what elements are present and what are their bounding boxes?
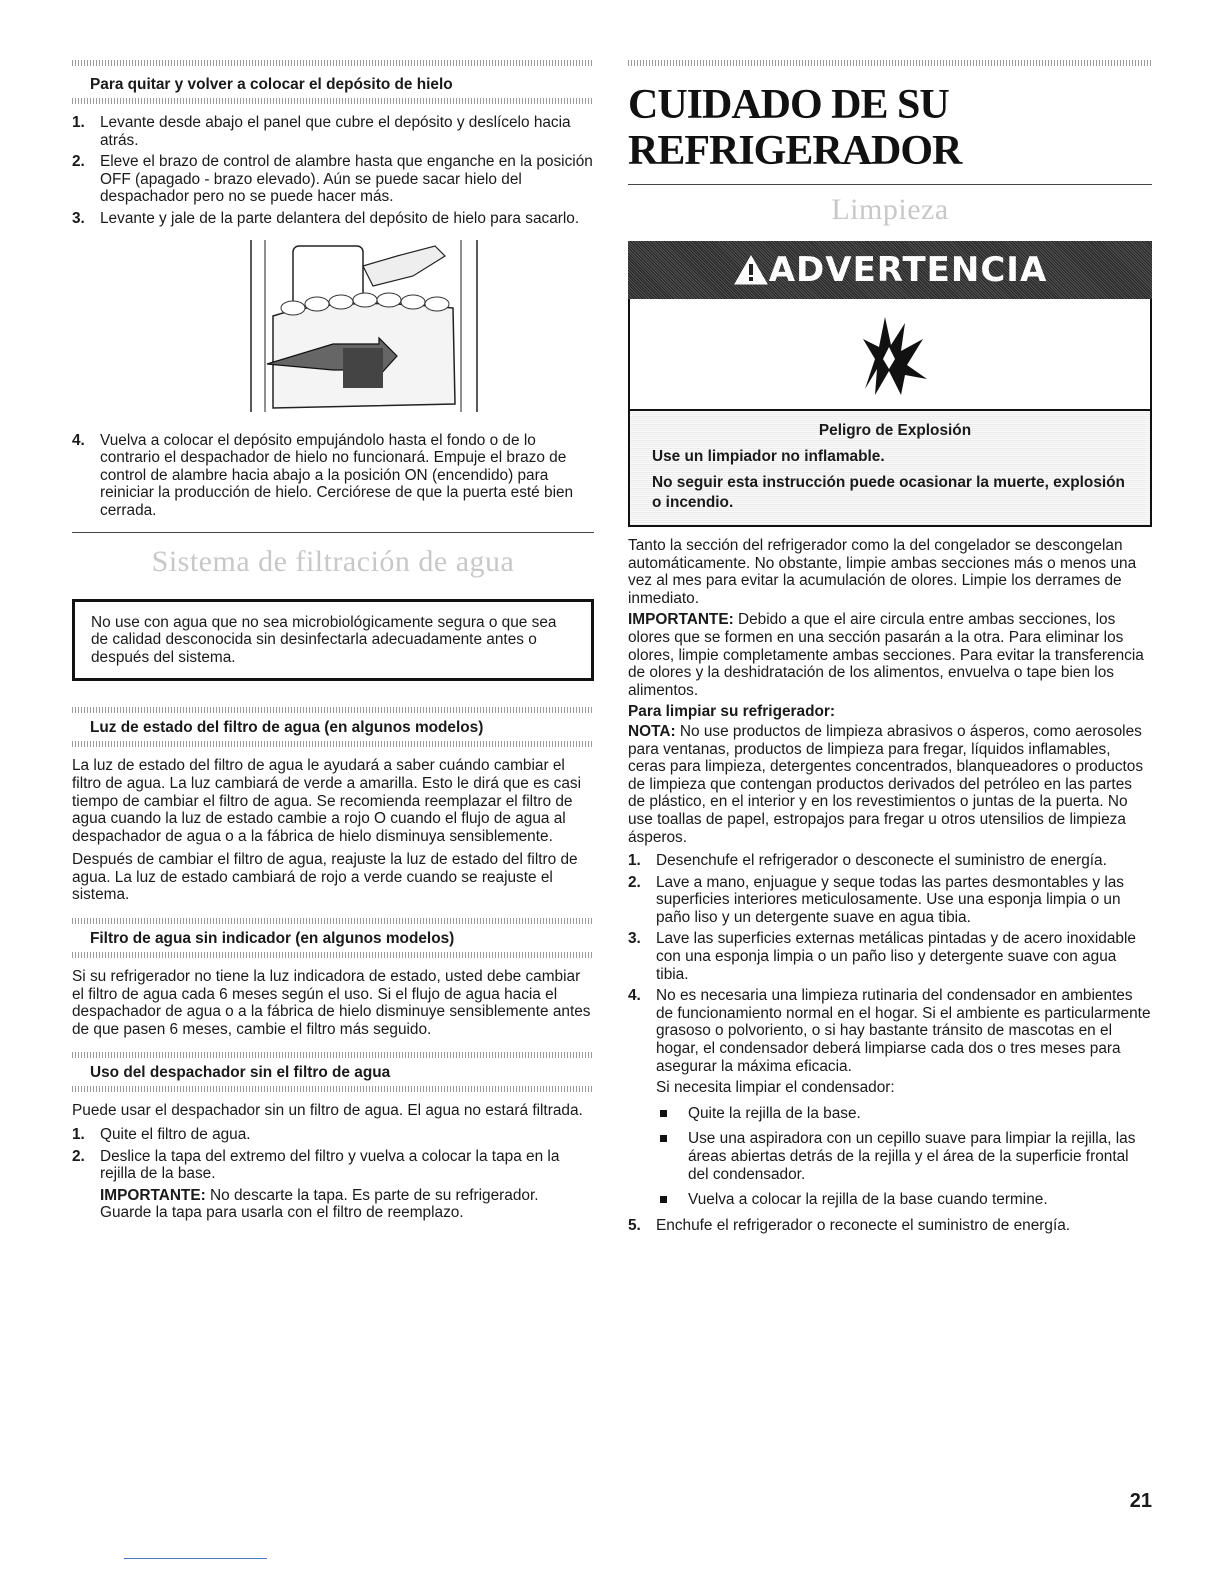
list-item: Use una aspiradora con un cepillo suave para limpiar la rejilla, las áreas abiertas detrás de la rejilla y el área de la superficie frontal del condensador.	[628, 1130, 1152, 1183]
warning-triangle-icon	[733, 254, 769, 286]
cleaning-steps-cont	[628, 1217, 1152, 1235]
list-item: 1. Desenchufe el refrigerador o desconecte el suministro de energía.	[628, 852, 1107, 870]
status-paragraph-2: Después de cambiar el filtro de agua, reajuste la luz de estado del filtro de agua. La luz de estado cambiará de rojo a verde cuando se reajuste el sistema.	[72, 851, 578, 904]
right-column	[628, 60, 1152, 1238]
section-divider	[72, 532, 594, 533]
list-item: 5. Enchufe el refrigerador o reconecte el suministro de energía.	[628, 1216, 1071, 1234]
ice-steps-list-cont	[72, 432, 594, 520]
list-item: Quite la rejilla de la base.	[628, 1105, 1152, 1123]
warning-header	[628, 241, 1152, 299]
cleaning-section-title: Limpieza	[831, 193, 949, 226]
note-paragraph: NOTA: No use productos de limpieza abrasivos o ásperos, como aerosoles para ventanas, productos de limpieza para fregar, líquidos inflamables, ceras para limpieza, detergentes concentrados, blanqueadores o productos de limpieza que contengan productos derivados del petróleo en las partes de plástico, en el interior y en los revestimientos o juntas de la puerta. No use toallas de papel, estropajos para fregar u otros utensilios de limpieza ásperos.	[628, 722, 1144, 846]
cleaning-paragraph-1: Tanto la sección del refrigerador como la del congelador se descongelan automáticamente. No obstante, limpie ambas secciones más o menos una vez al mes para evitar la acumulación de olores. Limpie los derrames de inmediato.	[628, 537, 1137, 607]
condenser-intro: Si necesita limpiar el condensador:	[656, 1079, 895, 1097]
no-filter-paragraph: Puede usar el despachador sin un filtro de agua. El agua no estará filtrada.	[72, 1102, 583, 1120]
hazard-line-2: No seguir esta instrucción puede ocasionar la muerte, explosión o incendio.	[652, 474, 1125, 511]
page-title: CUIDADO DE SU REFRIGERADOR	[628, 82, 962, 174]
list-item: 2. Lave a mano, enjuague y seque todas las partes desmontables y las superficies interiores meticulosamente. Use una esponja limpia o un paño liso y un detergente suave en agua tibia.	[628, 873, 1125, 926]
cleaning-steps	[628, 852, 1152, 1075]
cleaning-paragraph-2: IMPORTANTE: Debido a que el aire circula entre ambas secciones, los olores que se formen en una sección pasarán a la otra. Para eliminar los olores, limpie completamente ambas secciones. Para evitar la transferencia de olores y la deshidratación de los alimentos, envuelva o tape bien los alimentos.	[628, 611, 1144, 699]
heading-rule	[628, 60, 1152, 66]
warning-text	[628, 411, 1152, 527]
status-paragraph-1: La luz de estado del filtro de agua le ayudará a saber cuándo cambiar el filtro de agua. La luz cambiará de verde a amarilla. Esto le dirá que es casi tiempo de cambiar el filtro de agua. Se recomienda reemplazar el filtro de agua cuando la luz de estado cambie a rojo O cuando el flujo de agua al despachador de agua o a la fábrica de hielo disminuya sensiblemente.	[72, 757, 582, 845]
hazard-title: Peligro de Explosión	[818, 422, 972, 439]
no-filter-important: IMPORTANTE: No descarte la tapa. Es parte de su refrigerador. Guarde la tapa para usarla con el filtro de reemplazo.	[100, 1186, 539, 1222]
page-number: 21	[1129, 1490, 1152, 1512]
list-item: 2. Deslice la tapa del extremo del filtro y vuelva a colocar la tapa en la rejilla de la base.	[72, 1147, 560, 1183]
filtration-section-title: Sistema de filtración de agua	[151, 544, 515, 578]
filtration-notice: No use con agua que no sea microbiológicamente segura o que sea de calidad desconocida sin desinfectarla adecuadamente antes o después del sistema.	[72, 599, 594, 682]
no-filter-heading: Uso del despachador sin el filtro de agua	[90, 1064, 391, 1082]
list-item: 3. Levante y jale de la parte delantera del depósito de hielo para sacarlo.	[72, 209, 580, 227]
list-item: 4. No es necesaria una limpieza rutinaria del condensador en ambientes de funcionamiento normal en el hogar. Si el ambiente es particularmente grasoso o polvoriento, o si hay bastante tránsito de mascotas en el hogar, el condensador deberá limpiarse cada dos o tres meses para asegurar la máxima eficacia.	[628, 987, 1151, 1075]
condenser-bullets	[628, 1105, 1152, 1209]
no-indicator-paragraph: Si su refrigerador no tiene la luz indicadora de estado, usted debe cambiar el filtro de agua cada 6 meses según el uso. Si el flujo de agua hacia el despachador de agua o a la fábrica de hielo disminuye sensiblemente antes de que pasen 6 meses, cambie el filtro más seguido.	[72, 968, 591, 1038]
list-item: 2. Eleve el brazo de control de alambre hasta que enganche en la posición OFF (apagado - brazo elevado). Aún se puede sacar hielo del despachador pero no se puede hacer más.	[72, 153, 593, 206]
list-item: 4. Vuelva a colocar el depósito empujándolo hasta el fondo o de lo contrario el despachador de hielo no funcionará. Empuje el brazo de control de alambre hacia abajo a la posición ON (encendido) para reiniciar la producción de hielo. Cerciórese de que la puerta esté bien cerrada.	[72, 431, 574, 519]
list-item: Vuelva a colocar la rejilla de la base cuando termine.	[628, 1191, 1152, 1209]
no-indicator-heading: Filtro de agua sin indicador (en algunos modelos)	[90, 930, 455, 948]
list-item: 1. Quite el filtro de agua.	[72, 1126, 251, 1144]
list-item: 3. Lave las superficies externas metálicas pintadas y de acero inoxidable con una esponja limpia o un paño liso y detergente suave con agua tibia.	[628, 930, 1136, 983]
warning-box	[628, 241, 1152, 527]
hazard-line-1: Use un limpiador no inflamable.	[652, 448, 885, 465]
left-column	[72, 60, 594, 1222]
explosion-icon	[845, 309, 935, 399]
warning-graphic	[628, 299, 1152, 411]
ice-steps-list	[72, 114, 594, 228]
title-divider	[628, 184, 1152, 185]
heading-rule	[72, 741, 594, 747]
ice-bin-illustration	[72, 236, 594, 422]
heading-rule	[72, 952, 594, 958]
how-to-clean-heading: Para limpiar su refrigerador:	[628, 703, 835, 721]
footer-link-line	[124, 1558, 267, 1559]
heading-rule	[72, 98, 594, 104]
list-item: 1. Levante desde abajo el panel que cubre el depósito y deslícelo hacia atrás.	[72, 114, 571, 149]
ice-bin-heading: Para quitar y volver a colocar el depósito de hielo	[90, 76, 453, 93]
no-filter-steps	[72, 1126, 594, 1183]
warning-label: ADVERTENCIA	[768, 250, 1048, 290]
heading-rule	[72, 1086, 594, 1092]
status-light-heading: Luz de estado del filtro de agua (en algunos modelos)	[90, 719, 484, 737]
